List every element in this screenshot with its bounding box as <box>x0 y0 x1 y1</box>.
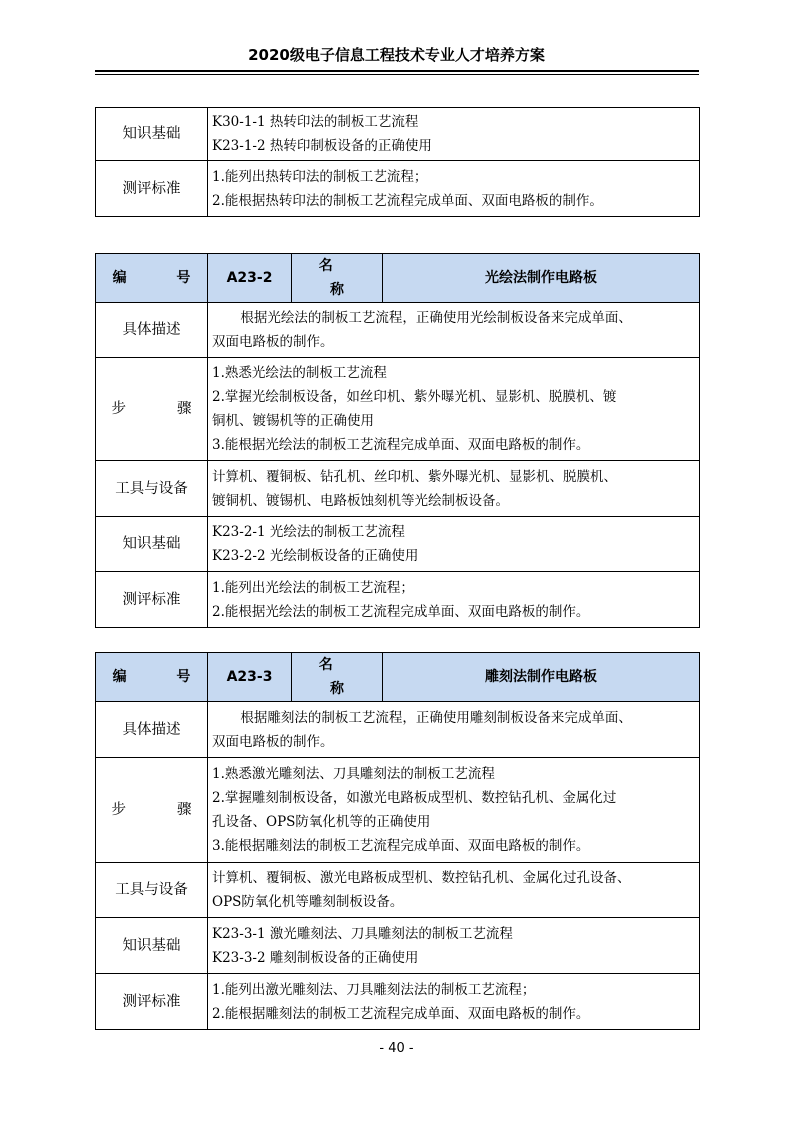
description-line: 双面电路板的制作。 <box>212 733 334 750</box>
steps-line: 铜机、镀锡机等的正确使用 <box>212 413 374 429</box>
page-header-title: 2020级电子信息工程技术专业人才培养方案 <box>248 46 545 64</box>
description-content <box>208 702 700 758</box>
criteria-line: 2.能根据光绘法的制板工艺流程完成单面、双面电路板的制作。 <box>212 603 590 620</box>
steps-line: 孔设备、OPS防氧化机等的正确使用 <box>212 814 431 830</box>
header-rule-thick <box>95 70 699 72</box>
criteria-line: 1.能列出热转印法的制板工艺流程； <box>212 168 428 185</box>
knowledge-line: K23-1-2 热转印制板设备的正确使用 <box>212 138 432 154</box>
row-criteria <box>96 974 700 1030</box>
spec-table-a23-1-continued <box>95 107 700 217</box>
criteria-content <box>208 572 700 628</box>
header-code-value: A23-2 <box>208 254 292 303</box>
page-number: - 40 - <box>379 1041 414 1056</box>
steps-line: 3.能根据雕刻法的制板工艺流程完成单面、双面电路板的制作。 <box>212 838 590 854</box>
knowledge-line: K23-3-1 激光雕刻法、刀具雕刻法的制板工艺流程 <box>212 925 513 942</box>
tools-content <box>208 863 700 918</box>
spec-table-a23-3 <box>95 652 700 1030</box>
spec-table-a23-2 <box>95 253 700 628</box>
steps-content <box>208 358 700 461</box>
steps-line: 2.掌握光绘制板设备，如丝印机、紫外曝光机、显影机、脱膜机、镀 <box>212 389 617 405</box>
row-tools <box>96 461 700 517</box>
knowledge-line: K30-1-1 热转印法的制板工艺流程 <box>212 114 419 130</box>
tools-line: 计算机、覆铜板、钻孔机、丝印机、紫外曝光机、显影机、脱膜机、 <box>212 468 617 485</box>
label-steps: 步 骤 <box>96 758 208 863</box>
label-knowledge: 知识基础 <box>96 918 208 974</box>
criteria-line: 1.能列出光绘法的制板工艺流程； <box>212 579 414 596</box>
header-code-label: 编 号 <box>96 653 208 702</box>
row-tools <box>96 863 700 918</box>
label-tools: 工具与设备 <box>96 461 208 517</box>
label-description: 具体描述 <box>96 303 208 358</box>
table-header-row <box>96 254 700 303</box>
row-criteria <box>96 161 700 217</box>
table-header-row <box>96 653 700 702</box>
knowledge-content <box>208 108 700 161</box>
description-line: 根据光绘法的制板工艺流程，正确使用光绘制板设备来完成单面、 <box>240 310 632 326</box>
label-criteria: 测评标准 <box>96 161 208 217</box>
row-steps <box>96 758 700 863</box>
knowledge-line: K23-2-2 光绘制板设备的正确使用 <box>212 548 419 564</box>
row-description <box>96 702 700 758</box>
criteria-content <box>208 974 700 1030</box>
tools-line: 镀铜机、镀锡机、电路板蚀刻机等光绘制板设备。 <box>212 492 509 509</box>
tools-line: 计算机、覆铜板、激光电路板成型机、数控钻孔机、金属化过孔设备、 <box>212 870 631 886</box>
header-code-value: A23-3 <box>208 653 292 702</box>
row-steps <box>96 358 700 461</box>
tools-line: OPS防氧化机等雕刻制板设备。 <box>212 894 404 910</box>
row-knowledge <box>96 517 700 572</box>
knowledge-content <box>208 918 700 974</box>
tools-content <box>208 461 700 517</box>
header-name-value: 雕刻法制作电路板 <box>383 653 700 702</box>
header-rule-thin <box>95 74 699 75</box>
description-content <box>208 303 700 358</box>
steps-line: 1.熟悉激光雕刻法、刀具雕刻法的制板工艺流程 <box>212 766 495 782</box>
row-description <box>96 303 700 358</box>
label-tools: 工具与设备 <box>96 863 208 918</box>
description-line: 根据雕刻法的制板工艺流程，正确使用雕刻制板设备来完成单面、 <box>240 709 632 726</box>
label-knowledge: 知识基础 <box>96 517 208 572</box>
row-criteria <box>96 572 700 628</box>
steps-content <box>208 758 700 863</box>
header-code-label: 编 号 <box>96 254 208 303</box>
row-knowledge <box>96 918 700 974</box>
label-steps: 步 骤 <box>96 358 208 461</box>
steps-line: 2.掌握雕刻制板设备，如激光电路板成型机、数控钻孔机、金属化过 <box>212 790 617 806</box>
steps-line: 1.熟悉光绘法的制板工艺流程 <box>212 365 387 381</box>
knowledge-content <box>208 517 700 572</box>
criteria-content <box>208 161 700 217</box>
knowledge-line: K23-2-1 光绘法的制板工艺流程 <box>212 524 405 540</box>
knowledge-line: K23-3-2 雕刻制板设备的正确使用 <box>212 949 419 966</box>
label-criteria: 测评标准 <box>96 974 208 1030</box>
steps-line: 3.能根据光绘法的制板工艺流程完成单面、双面电路板的制作。 <box>212 437 590 453</box>
criteria-line: 1.能列出激光雕刻法、刀具雕刻法法的制板工艺流程； <box>212 981 536 998</box>
label-criteria: 测评标准 <box>96 572 208 628</box>
criteria-line: 2.能根据雕刻法的制板工艺流程完成单面、双面电路板的制作。 <box>212 1005 590 1022</box>
header-name-label: 名 称 <box>292 653 383 702</box>
header-name-label: 名 称 <box>292 254 383 303</box>
header-name-value: 光绘法制作电路板 <box>383 254 700 303</box>
criteria-line: 2.能根据热转印法的制板工艺流程完成单面、双面电路板的制作。 <box>212 192 603 209</box>
description-line: 双面电路板的制作。 <box>212 334 334 350</box>
label-description: 具体描述 <box>96 702 208 758</box>
label-knowledge: 知识基础 <box>96 108 208 161</box>
row-knowledge <box>96 108 700 161</box>
